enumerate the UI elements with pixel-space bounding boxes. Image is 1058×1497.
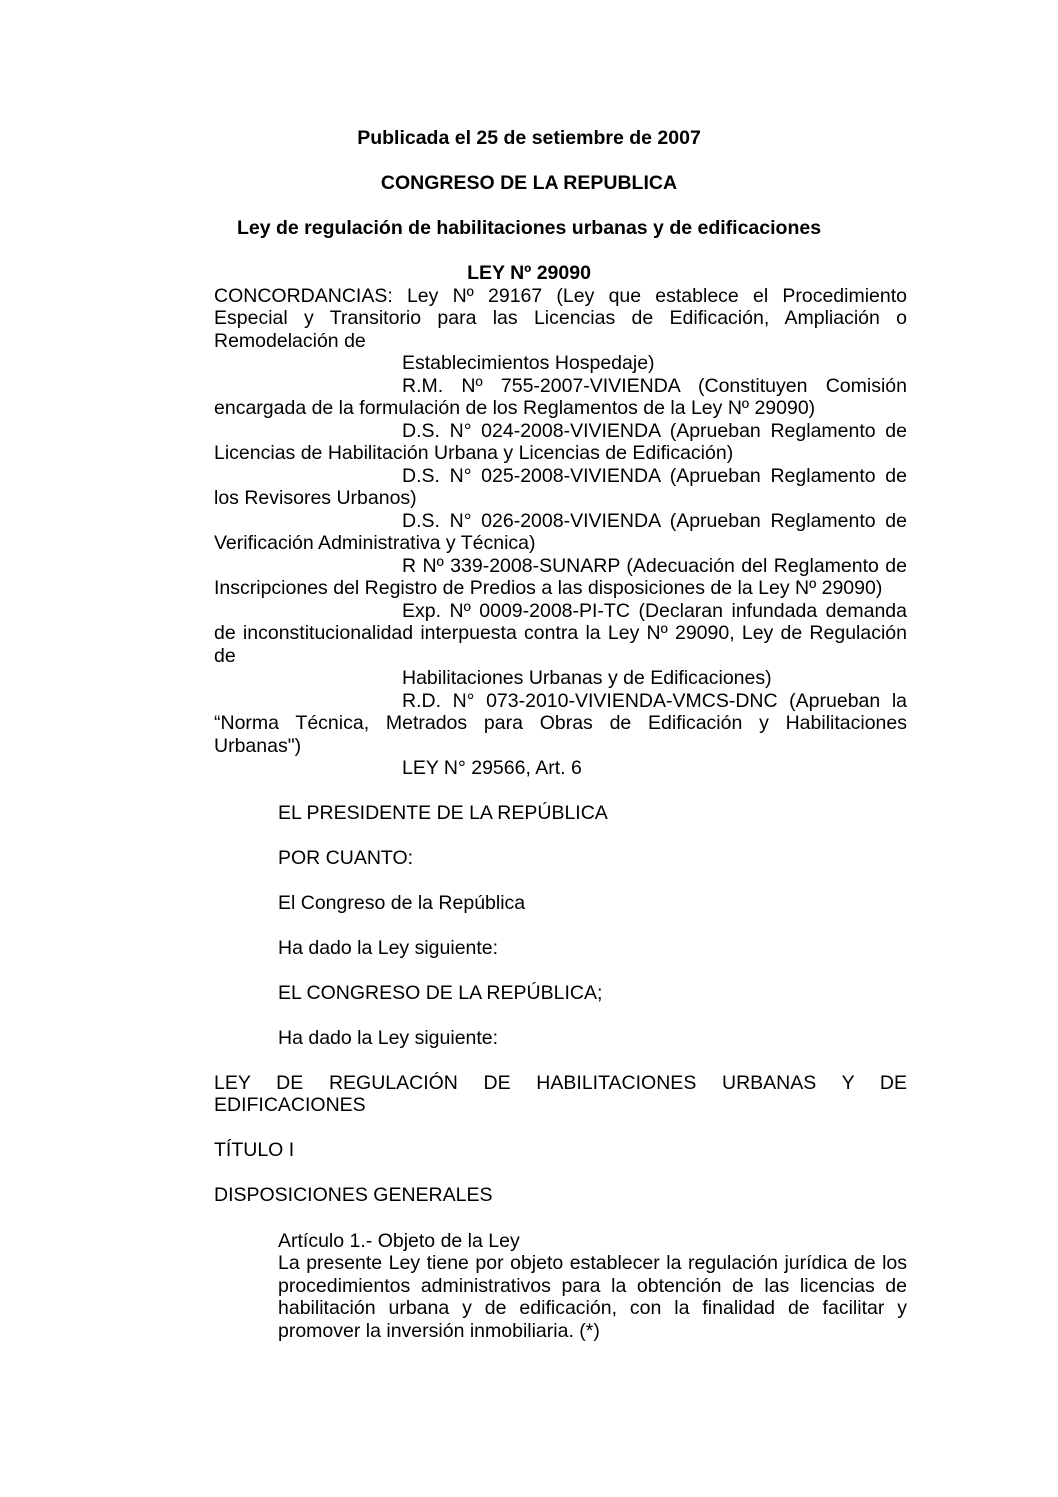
concordancia-item-rest: “Norma Técnica, Metrados para Obras de Edificación y Habilitaciones [214,712,907,734]
law-title: Ley de regulación de habilitaciones urbanas y de edificaciones [236,217,822,239]
law-number: LEY Nº 29090 [467,262,591,284]
concordancia-item-first: R.D. N° 073-2010-VIVIENDA-VMCS-DNC (Aprueban la [402,690,907,712]
concordancia-item-first: D.S. N° 024-2008-VIVIENDA (Aprueban Reglamento de [402,420,907,442]
concordancia-item-rest: encargada de la formulación de los Reglamentos de la Ley Nº 29090) [214,397,816,419]
publication-date: Publicada el 25 de setiembre de 2007 [357,127,701,149]
concordancia-item-rest: Urbanas") [214,735,302,757]
concordancia-item-first: R.M. Nº 755-2007-VIVIENDA (Constituyen Comisión [402,375,907,397]
article-line: habilitación urbana y de edificación, con la finalidad de facilitar y [278,1297,907,1320]
disposiciones-heading: DISPOSICIONES GENERALES [214,1184,493,1206]
concordancia-item-first: D.S. N° 026-2008-VIVIENDA (Aprueban Reglamento de [402,510,907,532]
preamble-line: POR CUANTO: [278,847,414,869]
concordancias-line: Establecimientos Hospedaje) [402,352,655,374]
preamble-line: EL PRESIDENTE DE LA REPÚBLICA [278,802,608,824]
concordancia-item-rest: de inconstitucionalidad interpuesta contra la Ley Nº 29090, Ley de Regulación [214,622,907,644]
concordancias-line: Especial y Transitorio para las Licencias de Edificación, Ampliación o [214,307,907,330]
article-title: Artículo 1.- Objeto de la Ley [278,1230,520,1252]
titulo-heading: TÍTULO I [214,1139,295,1161]
concordancias-line: CONCORDANCIAS: Ley Nº 29167 (Ley que establece el Procedimiento [214,285,907,307]
concordancia-item-first: D.S. N° 025-2008-VIVIENDA (Aprueban Reglamento de [402,465,907,487]
concordancias-block [214,285,907,352]
law-heading-line: LEY DE REGULACIÓN DE HABILITACIONES URBANAS Y DE [214,1072,907,1094]
concordancia-item-rest: Licencias de Habilitación Urbana y Licencias de Edificación) [214,442,734,464]
concordancia-item-first: Exp. Nº 0009-2008-PI-TC (Declaran infundada demanda [402,600,907,622]
article-line: procedimientos administrativos para la obtención de las licencias de [278,1274,907,1297]
issuer-heading: CONGRESO DE LA REPUBLICA [380,172,678,194]
concordancia-item-cont: Habilitaciones Urbanas y de Edificaciones) [402,667,772,689]
concordancia-item-rest: Verificación Administrativa y Técnica) [214,532,536,554]
preamble-line: Ha dado la Ley siguiente: [278,1027,499,1049]
law-heading-line: EDIFICACIONES [214,1094,366,1116]
concordancia-item-rest: Inscripciones del Registro de Predios a las disposiciones de la Ley Nº 29090) [214,577,883,599]
preamble-line: EL CONGRESO DE LA REPÚBLICA; [278,982,603,1004]
concordancia-last: LEY N° 29566, Art. 6 [402,757,582,779]
concordancia-item-rest: los Revisores Urbanos) [214,487,417,509]
preamble-line: El Congreso de la República [278,892,526,914]
preamble-line: Ha dado la Ley siguiente: [278,937,499,959]
concordancia-item-first: R Nº 339-2008-SUNARP (Adecuación del Reglamento de [402,555,907,577]
concordancias-line: Remodelación de [214,329,366,352]
article-line: promover la inversión inmobiliaria. (*) [278,1319,600,1342]
article-line: La presente Ley tiene por objeto establecer la regulación jurídica de los [278,1252,907,1275]
article-1 [278,1230,907,1342]
concordancia-item-rest: de [214,645,236,667]
